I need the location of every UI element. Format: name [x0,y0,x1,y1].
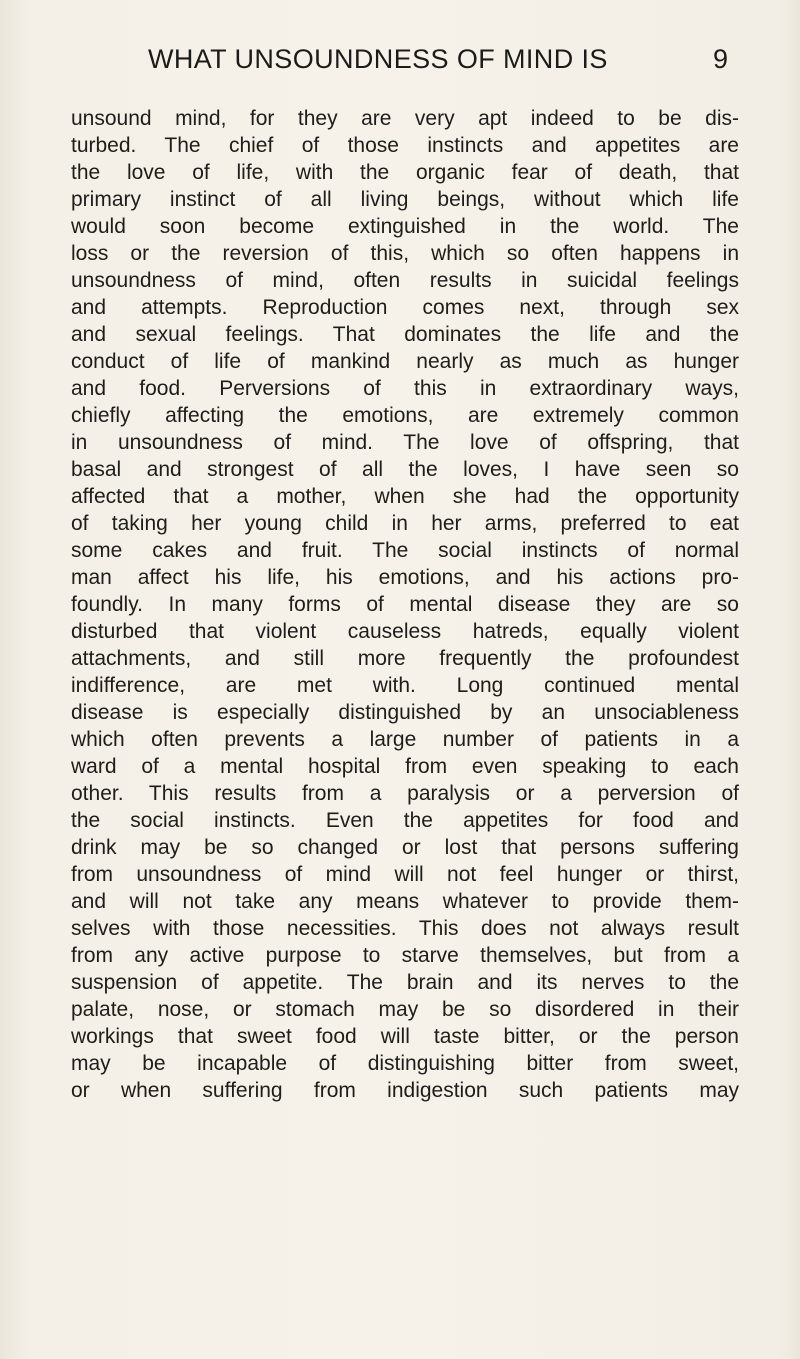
text-line: basal and strongest of all the loves, I have seen so [71,458,739,481]
text-line: some cakes and fruit. The social instincts of normal [71,539,739,562]
text-line: would soon become extinguished in the world. The [71,215,739,238]
text-line: in unsoundness of mind. The love of offspring, that [71,431,739,454]
text-line: and will not take any means whatever to provide them- [71,890,739,913]
text-line: the love of life, with the organic fear of death, that [71,161,739,184]
text-line: of taking her young child in her arms, preferred to eat [71,512,739,535]
text-line: indifference, are met with. Long continued mental [71,674,739,697]
text-line: from any active purpose to starve themselves, but from a [71,944,739,967]
text-line: drink may be so changed or lost that persons suffering [71,836,739,859]
text-line: and sexual feelings. That dominates the life and the [71,323,739,346]
text-line: unsound mind, for they are very apt indeed to be dis- [71,107,739,130]
text-line: disturbed that violent causeless hatreds, equally violent [71,620,739,643]
running-head: WHAT UNSOUNDNESS OF MIND IS [148,44,608,74]
text-line: and food. Perversions of this in extraordinary ways, [71,377,739,400]
text-line: palate, nose, or stomach may be so disordered in their [71,998,739,1021]
text-line: workings that sweet food will taste bitter, or the person [71,1025,739,1048]
text-line: the social instincts. Even the appetites for food and [71,809,739,832]
text-line: unsoundness of mind, often results in suicidal feelings [71,269,739,292]
text-line: attachments, and still more frequently the profoundest [71,647,739,670]
page-number: 9 [713,44,729,74]
body-text [71,105,739,1104]
text-line: or when suffering from indigestion such patients may [71,1079,739,1102]
text-line: ward of a mental hospital from even speaking to each [71,755,739,778]
text-line: from unsoundness of mind will not feel hunger or thirst, [71,863,739,886]
text-line: suspension of appetite. The brain and its nerves to the [71,971,739,994]
text-line: other. This results from a paralysis or a perversion of [71,782,739,805]
text-line: primary instinct of all living beings, without which life [71,188,739,211]
text-line: chiefly affecting the emotions, are extremely common [71,404,739,427]
text-line: and attempts. Reproduction comes next, through sex [71,296,739,319]
text-line: selves with those necessities. This does not always result [71,917,739,940]
text-line: foundly. In many forms of mental disease they are so [71,593,739,616]
text-line: disease is especially distinguished by an unsociableness [71,701,739,724]
page-header [148,44,748,84]
text-line: affected that a mother, when she had the opportunity [71,485,739,508]
text-line: conduct of life of mankind nearly as much as hunger [71,350,739,373]
text-line: may be incapable of distinguishing bitter from sweet, [71,1052,739,1075]
text-line: loss or the reversion of this, which so often happens in [71,242,739,265]
text-line: which often prevents a large number of patients in a [71,728,739,751]
text-line: man affect his life, his emotions, and his actions pro- [71,566,739,589]
text-line: turbed. The chief of those instincts and appetites are [71,134,739,157]
